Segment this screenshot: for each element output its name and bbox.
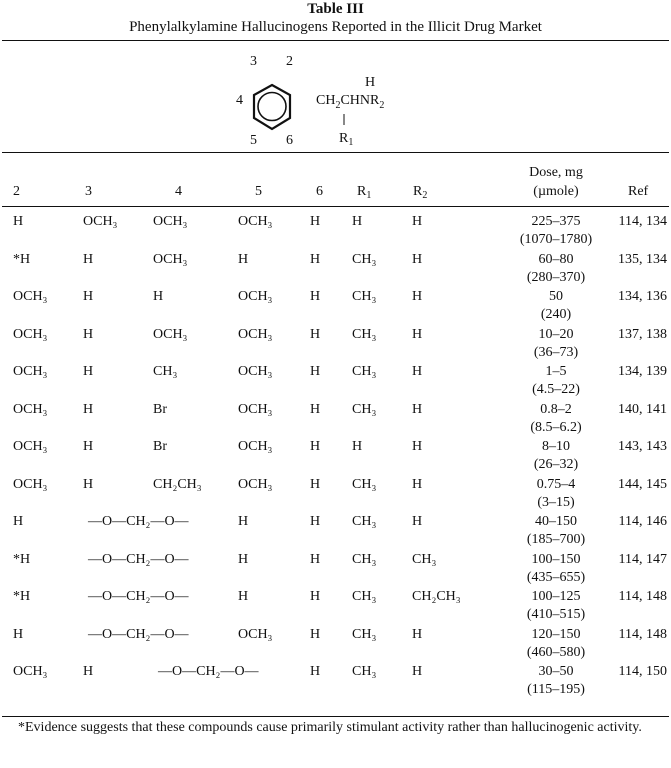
cell-r1: CH₃ [352,552,377,567]
cell-c6: H [310,214,321,229]
cell-c6: H [310,327,321,342]
cell-c2: OCH₃ [13,364,48,379]
cell-c3: H [83,327,94,342]
header-dose-umole: (µmole) [533,184,579,199]
cell-c6: H [310,552,321,567]
cell-r1: CH₃ [352,364,377,379]
cell-r2: H [412,402,423,417]
cell-c6: H [310,664,321,679]
cell-c3: H [83,252,94,267]
ring-position-2: 2 [286,54,293,69]
cell-c45: —O—CH₂—O— [158,664,259,679]
cell-c2: H [13,214,24,229]
cell-c4: OCH₃ [153,252,188,267]
cell-c34: —O—CH₂—O— [88,514,189,529]
cell-c34: —O—CH₂—O— [88,552,189,567]
cell-dose-mg: 0.75–4 [536,477,576,492]
cell-dose-umole: (115–195) [527,682,585,697]
cell-r1: CH₃ [352,589,377,604]
cell-c2: OCH₃ [13,439,48,454]
header-pos3: 3 [85,184,92,199]
cell-c3: H [83,439,94,454]
cell-dose-umole: (4.5–22) [532,382,580,397]
r1-sub: 1 [348,137,354,148]
cell-c6: H [310,364,321,379]
cell-dose-umole: (410–515) [526,607,586,622]
header-pos6: 6 [316,184,323,199]
cell-r2: H [412,214,423,229]
cell-ref: 140, 141 [618,402,667,417]
header-dose-mg: Dose, mg [529,165,583,180]
cell-ref: 144, 145 [618,477,667,492]
benzene-aromatic-circle [258,93,286,121]
cell-dose-umole: (8.5–6.2) [530,420,582,435]
header-ref: Ref [628,184,649,199]
cell-dose-mg: 50 [549,289,563,304]
cell-r2: H [412,477,423,492]
cell-ref: 114, 148 [618,627,667,642]
cell-dose-umole: (460–580) [526,645,586,660]
cell-c5: OCH₃ [238,364,273,379]
cell-r1: CH₃ [352,402,377,417]
cell-c2: OCH₃ [13,664,48,679]
cell-dose-mg: 1–5 [545,364,567,379]
cell-c2: *H [13,589,31,604]
bottom-rule [2,716,669,717]
cell-r1: CH₃ [352,252,377,267]
cell-r2: H [412,664,423,679]
cell-c34: —O—CH₂—O— [88,589,189,604]
cell-c6: H [310,252,321,267]
benzene-ring [254,85,290,129]
cell-c2: OCH₃ [13,289,48,304]
cell-dose-umole: (26–32) [533,457,579,472]
cell-c5: H [238,514,249,529]
cell-r2: H [412,627,423,642]
cell-ref: 134, 136 [618,289,667,304]
cell-dose-mg: 100–150 [531,552,581,567]
cell-c4: Br [153,439,167,454]
cell-c2: H [13,627,24,642]
cell-ref: 114, 146 [618,514,667,529]
cell-c5: OCH₃ [238,439,273,454]
cell-r2: H [412,252,423,267]
cell-c4: CH₃ [153,364,178,379]
cell-c6: H [310,402,321,417]
cell-ref: 114, 150 [618,664,667,679]
cell-dose-mg: 0.8–2 [540,402,572,417]
amine-hydrogen: H [365,75,376,90]
cell-ref: 114, 148 [618,589,667,604]
header-pos2: 2 [13,184,20,199]
cell-dose-mg: 60–80 [538,252,574,267]
header-bottom-rule [2,206,669,207]
chain-ch: CH [316,93,336,108]
cell-c5: OCH₃ [238,214,273,229]
cell-r1: H [352,214,363,229]
cell-c4: CH₂CH₃ [153,477,202,492]
cell-c34: —O—CH₂—O— [88,627,189,642]
ring-position-4: 4 [236,93,243,108]
cell-ref: 143, 143 [618,439,667,454]
cell-c6: H [310,439,321,454]
cell-c2: *H [13,252,31,267]
cell-ref: 114, 134 [618,214,667,229]
cell-c3: H [83,664,94,679]
cell-dose-mg: 100–125 [531,589,581,604]
cell-dose-mg: 10–20 [538,327,574,342]
cell-dose-umole: (435–655) [526,570,586,585]
cell-ref: 135, 134 [618,252,667,267]
cell-r2: H [412,364,423,379]
cell-r1: CH₃ [352,664,377,679]
cell-c5: OCH₃ [238,627,273,642]
ring-position-3: 3 [250,54,257,69]
cell-c2: OCH₃ [13,402,48,417]
cell-r1: CH₃ [352,514,377,529]
side-chain-formula [316,93,384,111]
cell-r1: CH₃ [352,289,377,304]
cell-r1: H [352,439,363,454]
cell-c5: H [238,552,249,567]
r1-r: R [339,131,349,146]
cell-dose-mg: 30–50 [538,664,574,679]
cell-c2: OCH₃ [13,327,48,342]
chain-ch-sub: 2 [335,100,341,111]
cell-ref: 134, 139 [618,364,667,379]
cell-c6: H [310,514,321,529]
cell-dose-umole: (185–700) [526,532,586,547]
cell-c4: H [153,289,164,304]
table-title: Table III [307,1,364,17]
structure-diagram [0,40,671,152]
cell-ref: 137, 138 [618,327,667,342]
cell-c3: H [83,402,94,417]
cell-r2: H [412,514,423,529]
chain-nr-sub: 2 [379,100,385,111]
cell-c2: OCH₃ [13,477,48,492]
cell-r2: H [412,289,423,304]
chain-chnr: CHNR [340,93,380,108]
cell-c5: OCH₃ [238,402,273,417]
cell-c4: Br [153,402,167,417]
cell-dose-mg: 8–10 [542,439,570,454]
table-subtitle: Phenylalkylamine Hallucinogens Reported in the Illicit Drug Market [129,19,542,35]
header-r1: $R_1$ [357,184,372,201]
cell-r1: CH₃ [352,327,377,342]
cell-c4: OCH₃ [153,327,188,342]
header-pos5: 5 [255,184,262,199]
cell-r2: H [412,327,423,342]
cell-c6: H [310,589,321,604]
cell-r1: CH₃ [352,477,377,492]
cell-dose-umole: (3–15) [537,495,575,510]
cell-c2: *H [13,552,31,567]
header-r2: $R_2$ [413,184,428,201]
cell-dose-umole: (36–73) [533,345,579,360]
cell-dose-umole: (280–370) [526,270,586,285]
cell-c6: H [310,627,321,642]
cell-r2: H [412,439,423,454]
cell-dose-umole: (1070–1780) [519,232,593,247]
cell-c2: H [13,514,24,529]
cell-dose-mg: 225–375 [531,214,581,229]
cell-c6: H [310,477,321,492]
cell-c5: OCH₃ [238,327,273,342]
header-pos4: 4 [175,184,182,199]
cell-c5: H [238,252,249,267]
cell-c3: H [83,477,94,492]
cell-dose-mg: 120–150 [531,627,581,642]
cell-c3: OCH₃ [83,214,118,229]
footnote: *Evidence suggests that these compounds cause primarily stimulant activity rather than hallucinogenic activity. [18,720,642,735]
cell-dose-umole: (240) [540,307,572,322]
cell-ref: 114, 147 [618,552,667,567]
ring-position-6: 6 [286,133,293,148]
cell-r2: CH₂CH₃ [412,589,461,604]
cell-c5: H [238,589,249,604]
cell-c3: H [83,364,94,379]
cell-dose-mg: 40–150 [535,514,577,529]
cell-c5: OCH₃ [238,289,273,304]
ring-position-5: 5 [250,133,257,148]
cell-c4: OCH₃ [153,214,188,229]
cell-c6: H [310,289,321,304]
cell-c3: H [83,289,94,304]
cell-r1: CH₃ [352,627,377,642]
cell-r2: CH₃ [412,552,437,567]
header-top-rule [2,152,669,153]
r1-substituent [339,131,353,148]
cell-c5: OCH₃ [238,477,273,492]
